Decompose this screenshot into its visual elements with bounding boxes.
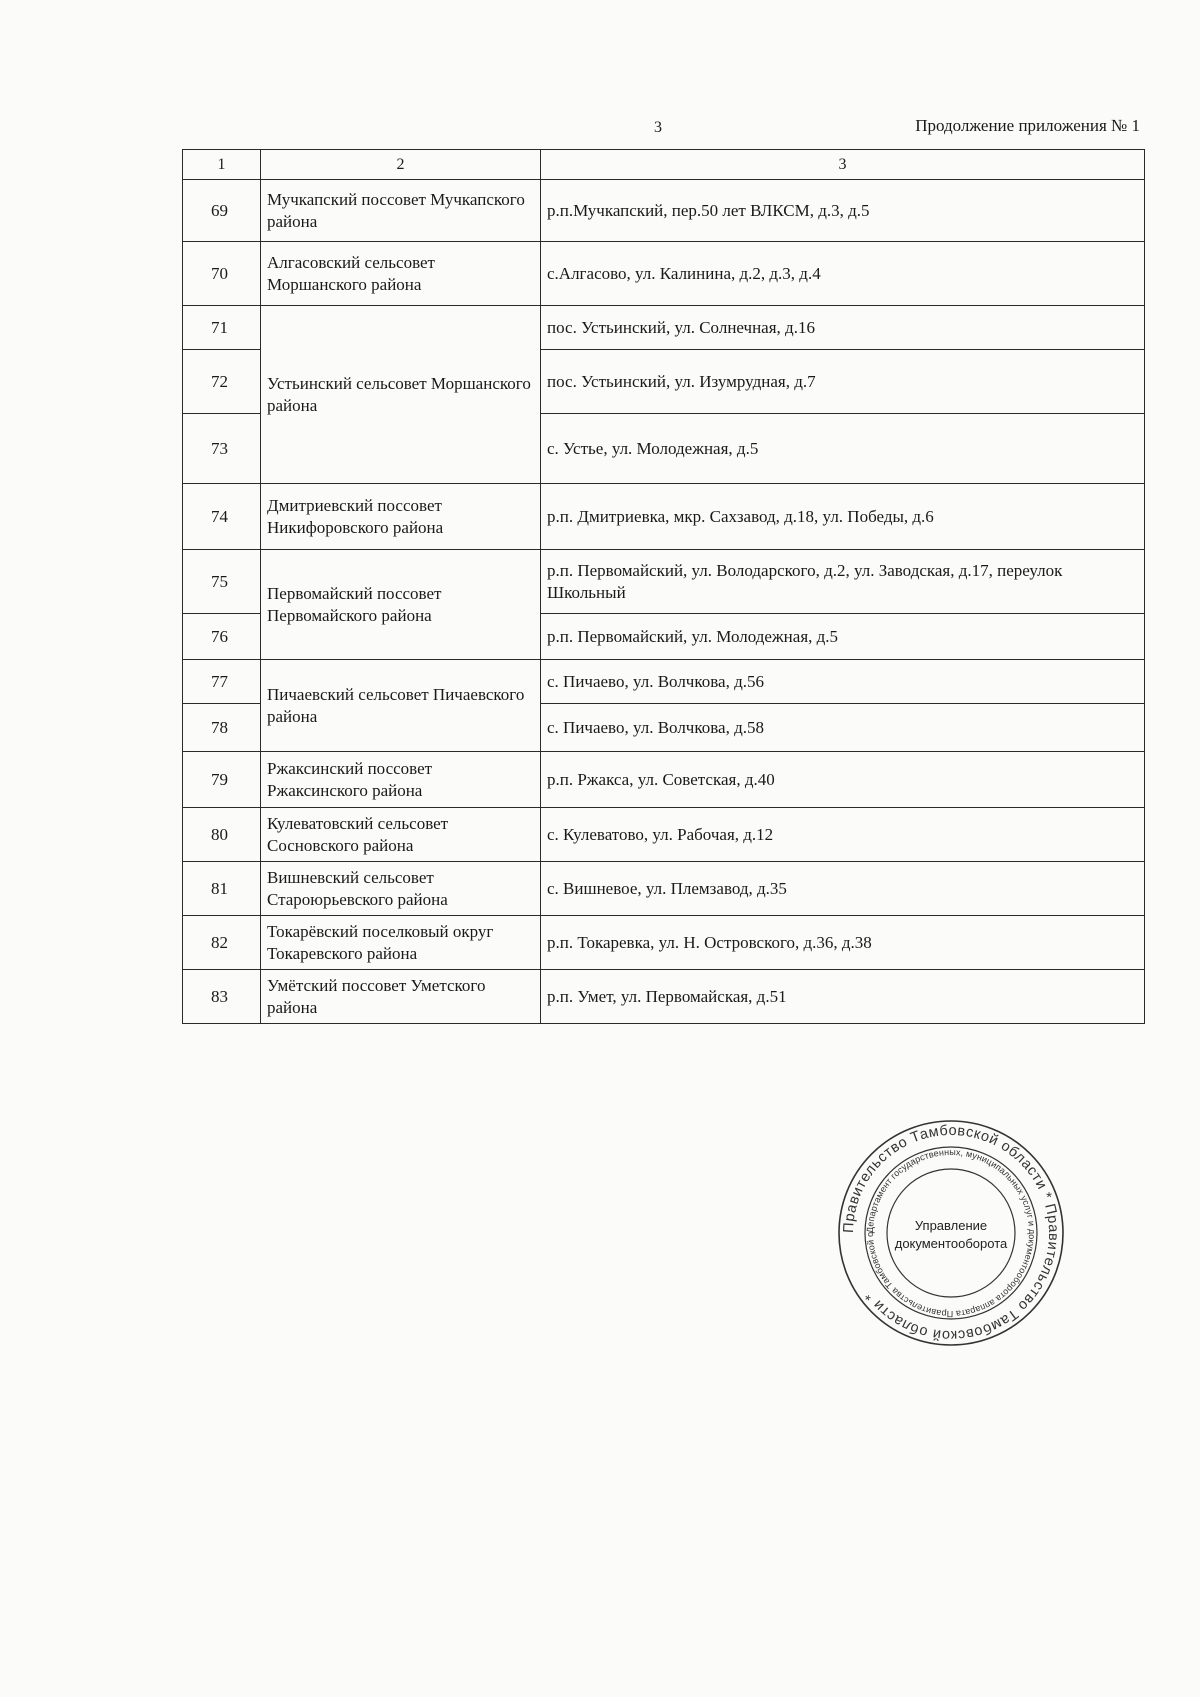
table-row — [183, 660, 1145, 704]
row-number: 72 — [183, 350, 261, 414]
municipality-name: Пичаевский сельсовет Пичаевского района — [261, 660, 541, 752]
address: с. Кулеватово, ул. Рабочая, д.12 — [541, 808, 1145, 862]
table-row — [183, 970, 1145, 1024]
table-row — [183, 916, 1145, 970]
row-number: 73 — [183, 414, 261, 484]
municipality-name: Кулеватовский сельсовет Сосновского района — [261, 808, 541, 862]
locations-table — [182, 149, 1145, 1024]
municipality-name: Дмитриевский поссовет Никифоровского района — [261, 484, 541, 550]
table-row — [183, 306, 1145, 350]
table-row — [183, 242, 1145, 306]
address: с.Алгасово, ул. Калинина, д.2, д.3, д.4 — [541, 242, 1145, 306]
address: с. Пичаево, ул. Волчкова, д.58 — [541, 704, 1145, 752]
seal-center-line-2: документооборота — [894, 1236, 1008, 1251]
address: с. Пичаево, ул. Волчкова, д.56 — [541, 660, 1145, 704]
row-number: 69 — [183, 180, 261, 242]
address: р.п. Первомайский, ул. Володарского, д.2, ул. Заводская, д.17, переулок Школьный — [541, 550, 1145, 614]
continuation-note: Продолжение приложения № 1 — [915, 116, 1140, 135]
address: р.п. Дмитриевка, мкр. Сахзавод, д.18, ул. Победы, д.6 — [541, 484, 1145, 550]
row-number: 82 — [183, 916, 261, 970]
row-number: 75 — [183, 550, 261, 614]
table-header-row — [183, 150, 1145, 180]
municipality-name: Устьинский сельсовет Моршанского района — [261, 306, 541, 484]
row-number: 79 — [183, 752, 261, 808]
official-seal — [836, 1118, 1066, 1348]
table-row — [183, 752, 1145, 808]
address: р.п. Токаревка, ул. Н. Островского, д.36, д.38 — [541, 916, 1145, 970]
address: с. Устье, ул. Молодежная, д.5 — [541, 414, 1145, 484]
column-header-2: 2 — [261, 150, 541, 180]
municipality-name: Алгасовский сельсовет Моршанского района — [261, 242, 541, 306]
address: р.п. Умет, ул. Первомайская, д.51 — [541, 970, 1145, 1024]
municipality-name: Умётский поссовет Уметского района — [261, 970, 541, 1024]
row-number: 80 — [183, 808, 261, 862]
page-number: 3 — [654, 119, 662, 136]
municipality-name: Вишневский сельсовет Староюрьевского района — [261, 862, 541, 916]
municipality-name: Мучкапский поссовет Мучкапского района — [261, 180, 541, 242]
row-number: 71 — [183, 306, 261, 350]
seal-inner-text: Департамент государственных, муниципальных услуг и документооборота аппарата Правительства Тамбовской о — [864, 1146, 1038, 1320]
address: р.п. Первомайский, ул. Молодежная, д.5 — [541, 614, 1145, 660]
municipality-name: Токарёвский поселковый округ Токаревского района — [261, 916, 541, 970]
table-row — [183, 180, 1145, 242]
table-row — [183, 862, 1145, 916]
table-row — [183, 484, 1145, 550]
table-row — [183, 808, 1145, 862]
seal-center-line-1: Управление — [914, 1218, 988, 1233]
address: р.п.Мучкапский, пер.50 лет ВЛКСМ, д.3, д.5 — [541, 180, 1145, 242]
row-number: 78 — [183, 704, 261, 752]
row-number: 77 — [183, 660, 261, 704]
row-number: 70 — [183, 242, 261, 306]
seal-center-text — [892, 1217, 1010, 1253]
column-header-1: 1 — [183, 150, 261, 180]
row-number: 83 — [183, 970, 261, 1024]
address: пос. Устьинский, ул. Солнечная, д.16 — [541, 306, 1145, 350]
address: р.п. Ржакса, ул. Советская, д.40 — [541, 752, 1145, 808]
row-number: 76 — [183, 614, 261, 660]
row-number: 74 — [183, 484, 261, 550]
municipality-name: Первомайский поссовет Первомайского района — [261, 550, 541, 660]
municipality-name: Ржаксинский поссовет Ржаксинского района — [261, 752, 541, 808]
row-number: 81 — [183, 862, 261, 916]
table-row — [183, 550, 1145, 614]
seal-outer-text: Правительство Тамбовской области * Правительство Тамбовской области * — [840, 1122, 1062, 1344]
address: пос. Устьинский, ул. Изумрудная, д.7 — [541, 350, 1145, 414]
column-header-3: 3 — [541, 150, 1145, 180]
address: с. Вишневое, ул. Племзавод, д.35 — [541, 862, 1145, 916]
